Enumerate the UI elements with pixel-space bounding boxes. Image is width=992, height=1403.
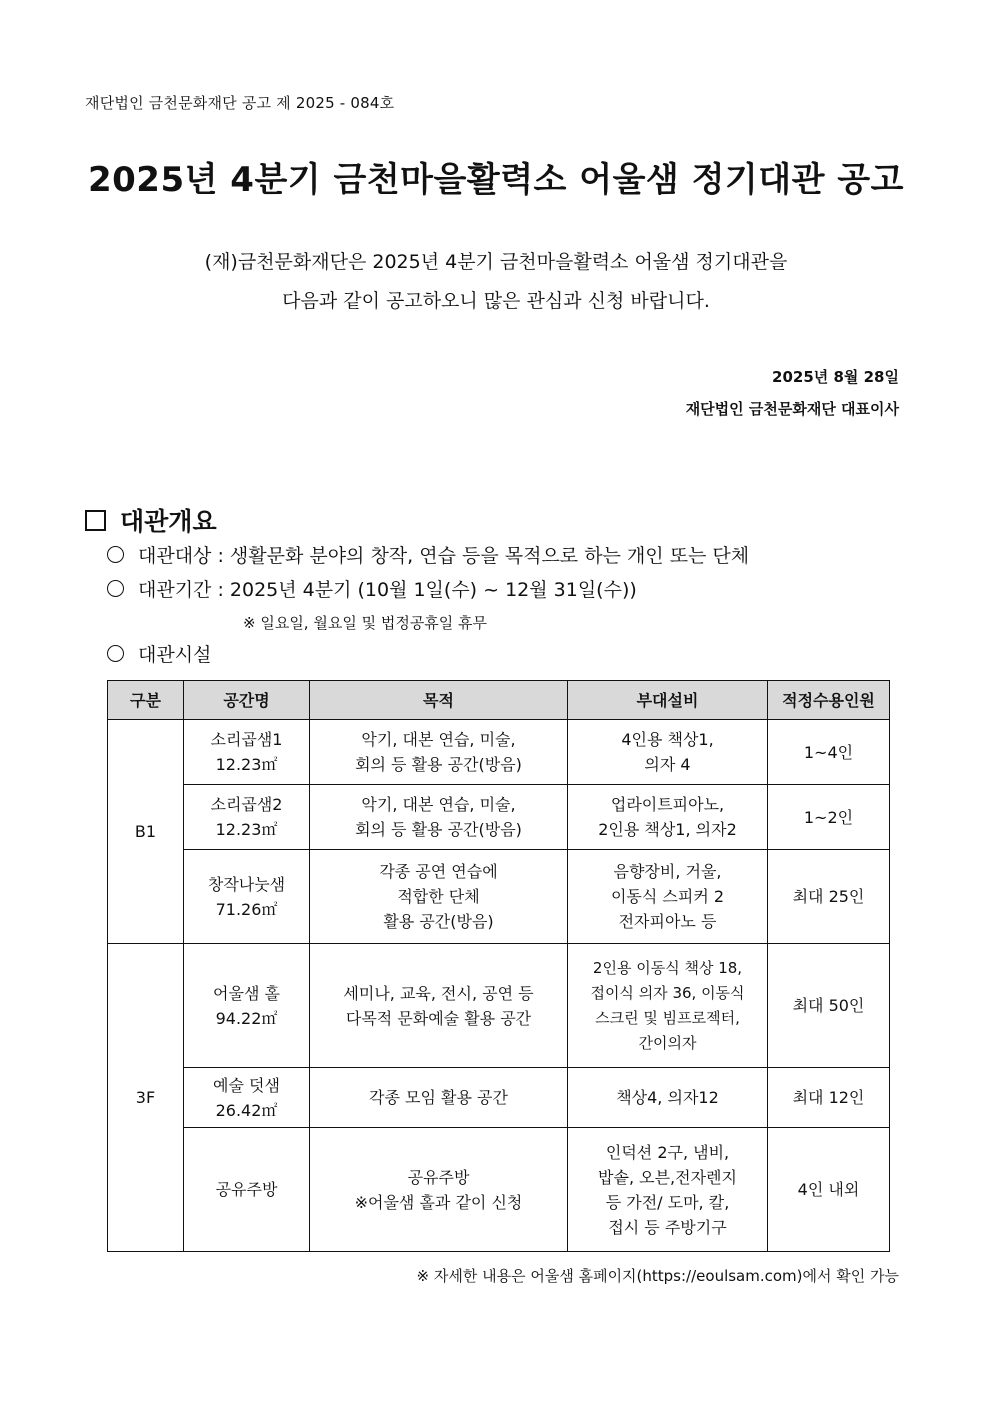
header-equipment: 부대설비 — [568, 681, 768, 720]
floor-cell: B1 — [108, 720, 184, 944]
intro-line-1: (재)금천문화재단은 2025년 4분기 금천마을활력소 어울샘 정기대관을 — [204, 251, 788, 273]
document-number: 재단법인 금천문화재단 공고 제 2025 - 084호 — [85, 94, 395, 112]
purpose-cell — [310, 785, 568, 850]
equipment-cell — [568, 1128, 768, 1252]
cell-line: 4인용 책상1, — [621, 730, 714, 749]
cell-line: 12.23㎡ — [215, 820, 278, 839]
cell-line: 71.26㎡ — [215, 899, 278, 919]
rental-target-text: 대관대상 : 생활문화 분야의 창작, 연습 등을 목적으로 하는 개인 또는 단체 — [138, 545, 750, 567]
cell-line: 다목적 문화예술 활용 공간 — [345, 1008, 532, 1028]
section-heading — [85, 502, 217, 538]
cell-line: 회의 등 활용 공간(방음) — [355, 755, 522, 774]
cell-line: 책상4, 의자12 — [616, 1088, 719, 1107]
cell-line: 2인용 책상1, 의자2 — [598, 820, 737, 839]
table-row — [108, 1128, 890, 1252]
section-heading-label: 대관개요 — [120, 507, 217, 536]
table-row — [108, 850, 890, 944]
cell-line: 94.22㎡ — [215, 1008, 278, 1028]
cell-line: 악기, 대본 연습, 미술, — [361, 730, 516, 749]
rental-facilities-label: 대관시설 — [138, 644, 212, 666]
homepage-footnote: ※ 자세한 내용은 어울샘 홈페이지(https://eoulsam.com)에서 확인 가능 — [416, 1267, 899, 1285]
capacity-cell: 최대 12인 — [768, 1068, 890, 1128]
space-name-cell — [184, 1128, 310, 1252]
rental-period — [107, 575, 637, 602]
table-row — [108, 1068, 890, 1128]
cell-line: 26.42㎡ — [215, 1100, 278, 1120]
cell-line: 세미나, 교육, 전시, 공연 등 — [343, 983, 534, 1003]
rental-target — [107, 541, 749, 568]
equipment-cell — [568, 1068, 768, 1128]
cell-line: 접시 등 주방기구 — [608, 1217, 727, 1237]
cell-line: 12.23㎡ — [215, 755, 278, 774]
cell-line: 어울샘 홀 — [213, 983, 280, 1003]
cell-line: 인덕션 2구, 냄비, — [605, 1142, 730, 1162]
circle-bullet-icon — [107, 580, 124, 597]
cell-line: 활용 공간(방음) — [383, 912, 494, 931]
space-name-cell — [184, 785, 310, 850]
header-capacity: 적정수용인원 — [768, 681, 890, 720]
cell-line: 소리곱샘1 — [210, 730, 283, 749]
cell-line: 밥솥, 오븐,전자렌지 — [598, 1167, 737, 1187]
rental-period-text: 대관기간 : 2025년 4분기 (10월 1일(수) ~ 12월 31일(수)) — [138, 579, 637, 601]
intro-line-2: 다음과 같이 공고하오니 많은 관심과 신청 바랍니다. — [282, 290, 710, 312]
capacity-cell: 1~4인 — [768, 720, 890, 785]
cell-line: 공유주방 — [215, 1180, 278, 1199]
issuer: 재단법인 금천문화재단 대표이사 — [685, 400, 899, 418]
purpose-cell — [310, 850, 568, 944]
cell-line: 악기, 대본 연습, 미술, — [361, 795, 516, 814]
space-name-cell — [184, 1068, 310, 1128]
square-bullet-icon — [85, 510, 106, 531]
equipment-cell — [568, 785, 768, 850]
cell-line: ※어울샘 홀과 같이 신청 — [354, 1192, 523, 1212]
cell-line: 등 가전/ 도마, 칼, — [605, 1192, 730, 1212]
space-name-cell — [184, 720, 310, 785]
purpose-cell — [310, 1068, 568, 1128]
purpose-cell — [310, 944, 568, 1068]
circle-bullet-icon — [107, 645, 124, 662]
cell-line: 스크린 및 빔프로젝터, — [595, 1008, 740, 1027]
circle-bullet-icon — [107, 546, 124, 563]
cell-line: 접이식 의자 36, 이동식 — [590, 983, 745, 1002]
cell-line: 음향장비, 거울, — [613, 862, 722, 881]
cell-line: 창작나눗샘 — [207, 874, 286, 894]
facility-table — [107, 680, 890, 1252]
cell-line: 2인용 이동식 책상 18, — [592, 958, 743, 977]
holiday-note: ※ 일요일, 월요일 및 법정공휴일 휴무 — [243, 614, 488, 632]
cell-line: 회의 등 활용 공간(방음) — [355, 820, 522, 839]
space-name-cell — [184, 850, 310, 944]
table-row — [108, 720, 890, 785]
capacity-cell: 최대 25인 — [768, 850, 890, 944]
table-row — [108, 944, 890, 1068]
capacity-cell: 4인 내외 — [768, 1128, 890, 1252]
cell-line: 소리곱샘2 — [210, 795, 283, 814]
announcement-date: 2025년 8월 28일 — [772, 368, 899, 386]
table-row — [108, 785, 890, 850]
page-title: 2025년 4분기 금천마을활력소 어울샘 정기대관 공고 — [87, 160, 904, 200]
cell-line: 공유주방 — [407, 1167, 470, 1187]
header-category: 구분 — [108, 681, 184, 720]
cell-line: 각종 모임 활용 공간 — [369, 1088, 508, 1107]
cell-line: 예술 덧샘 — [213, 1075, 280, 1095]
equipment-cell — [568, 944, 768, 1068]
purpose-cell — [310, 720, 568, 785]
cell-line: 업라이트피아노, — [610, 795, 725, 814]
table-header-row — [108, 681, 890, 720]
cell-line: 이동식 스피커 2 — [610, 887, 725, 906]
rental-facilities — [107, 640, 211, 667]
cell-line: 간이의자 — [638, 1033, 697, 1052]
cell-line: 각종 공연 연습에 — [379, 862, 498, 881]
floor-cell: 3F — [108, 944, 184, 1252]
equipment-cell — [568, 720, 768, 785]
cell-line: 적합한 단체 — [397, 887, 480, 906]
capacity-cell: 1~2인 — [768, 785, 890, 850]
equipment-cell — [568, 850, 768, 944]
purpose-cell — [310, 1128, 568, 1252]
capacity-cell: 최대 50인 — [768, 944, 890, 1068]
header-purpose: 목적 — [310, 681, 568, 720]
space-name-cell — [184, 944, 310, 1068]
cell-line: 전자피아노 등 — [618, 912, 717, 931]
cell-line: 의자 4 — [644, 755, 691, 774]
header-space-name: 공간명 — [184, 681, 310, 720]
